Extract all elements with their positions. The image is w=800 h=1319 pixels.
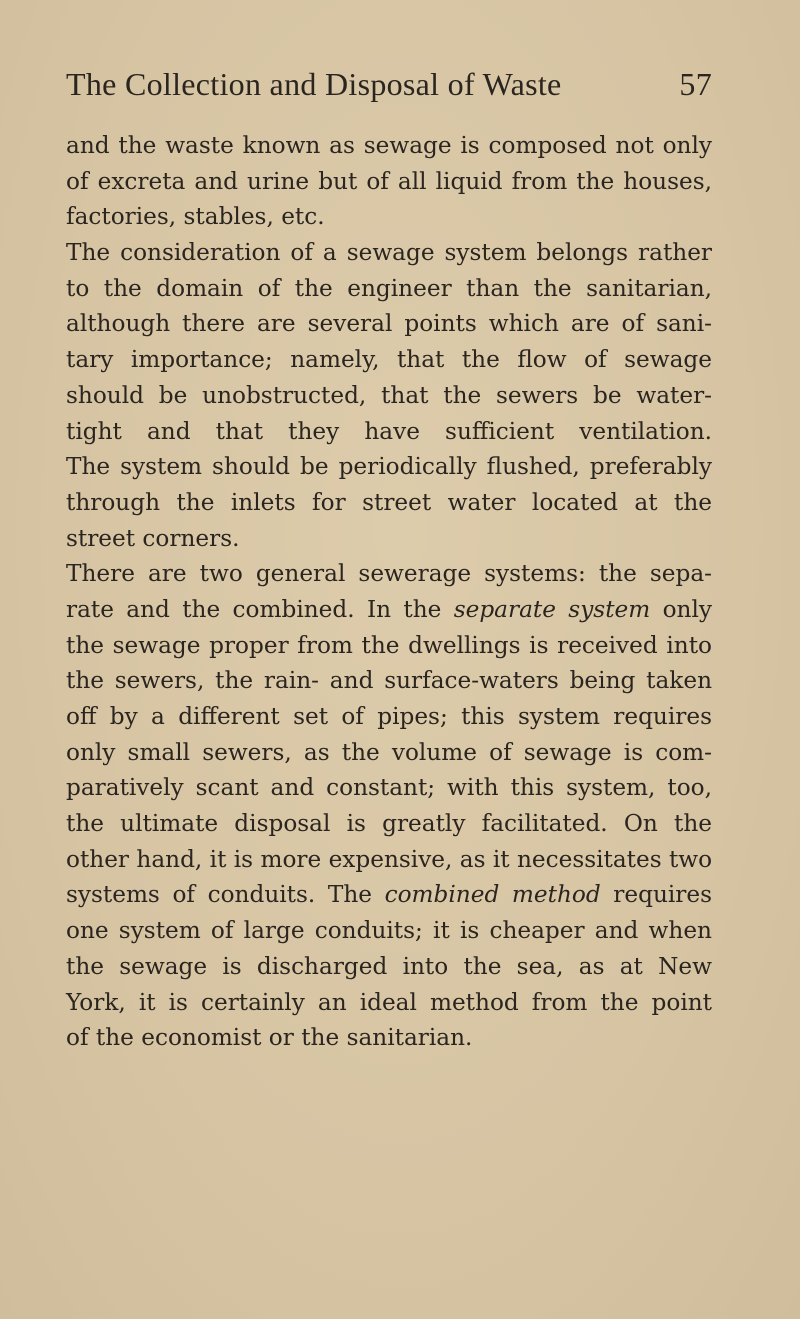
text-line: systems of conduits. The combined method requires: [66, 881, 713, 909]
text-line: and the waste known as sewage is composed not only: [66, 132, 712, 159]
text-line: through the inlets for street water located at the: [66, 488, 712, 516]
text-line: although there are several points which are of sani-: [66, 310, 712, 338]
running-head: [66, 66, 712, 103]
text-line: other hand, it is more expensive, as it necessitates two: [66, 845, 713, 873]
text-line: paratively scant and constant; with this system, too,: [66, 774, 712, 802]
text-line: off by a different set of pipes; this system requires: [66, 703, 712, 730]
italic-term-combined-method: combined method: [384, 881, 601, 909]
chapter-title: The Collection and Disposal of Waste: [66, 66, 562, 102]
text-line: should be unobstructed, that the sewers be water-: [66, 381, 712, 409]
body-text: [66, 128, 712, 1056]
text-line: rate and the combined. In the separate system only: [66, 595, 712, 623]
text-line: of excreta and urine but of all liquid from the houses,: [66, 167, 712, 195]
text-line: to the domain of the engineer than the sanitarian,: [66, 274, 712, 302]
text-line: tight and that they have sufficient ventilation.: [66, 417, 712, 445]
text-line: The consideration of a sewage system belongs rather: [66, 239, 712, 267]
text-line: street corners.: [66, 524, 240, 552]
text-line: of the economist or the sanitarian.: [66, 1024, 473, 1052]
text-line: the ultimate disposal is greatly facilitated. On the: [66, 810, 712, 838]
text-line: one system of large conduits; it is cheaper and when: [66, 917, 712, 945]
text-line: the sewers, the rain- and surface-waters being taken: [66, 667, 712, 695]
italic-term-separate-system: separate system: [453, 595, 651, 623]
text-line: The system should be periodically flushed, preferably: [66, 453, 712, 481]
text-line: There are two general sewerage systems: the sepa-: [66, 560, 712, 588]
text-line: only small sewers, as the volume of sewage is com-: [66, 738, 712, 766]
page-number: 57: [679, 66, 712, 102]
text-line: the sewage proper from the dwellings is received into: [66, 631, 712, 659]
text-line: tary importance; namely, that the flow of sewage: [66, 346, 712, 374]
text-line: factories, stables, etc.: [66, 203, 325, 231]
text-line: the sewage is discharged into the sea, as at New: [66, 952, 712, 980]
text-line: York, it is certainly an ideal method from the point: [66, 988, 712, 1016]
